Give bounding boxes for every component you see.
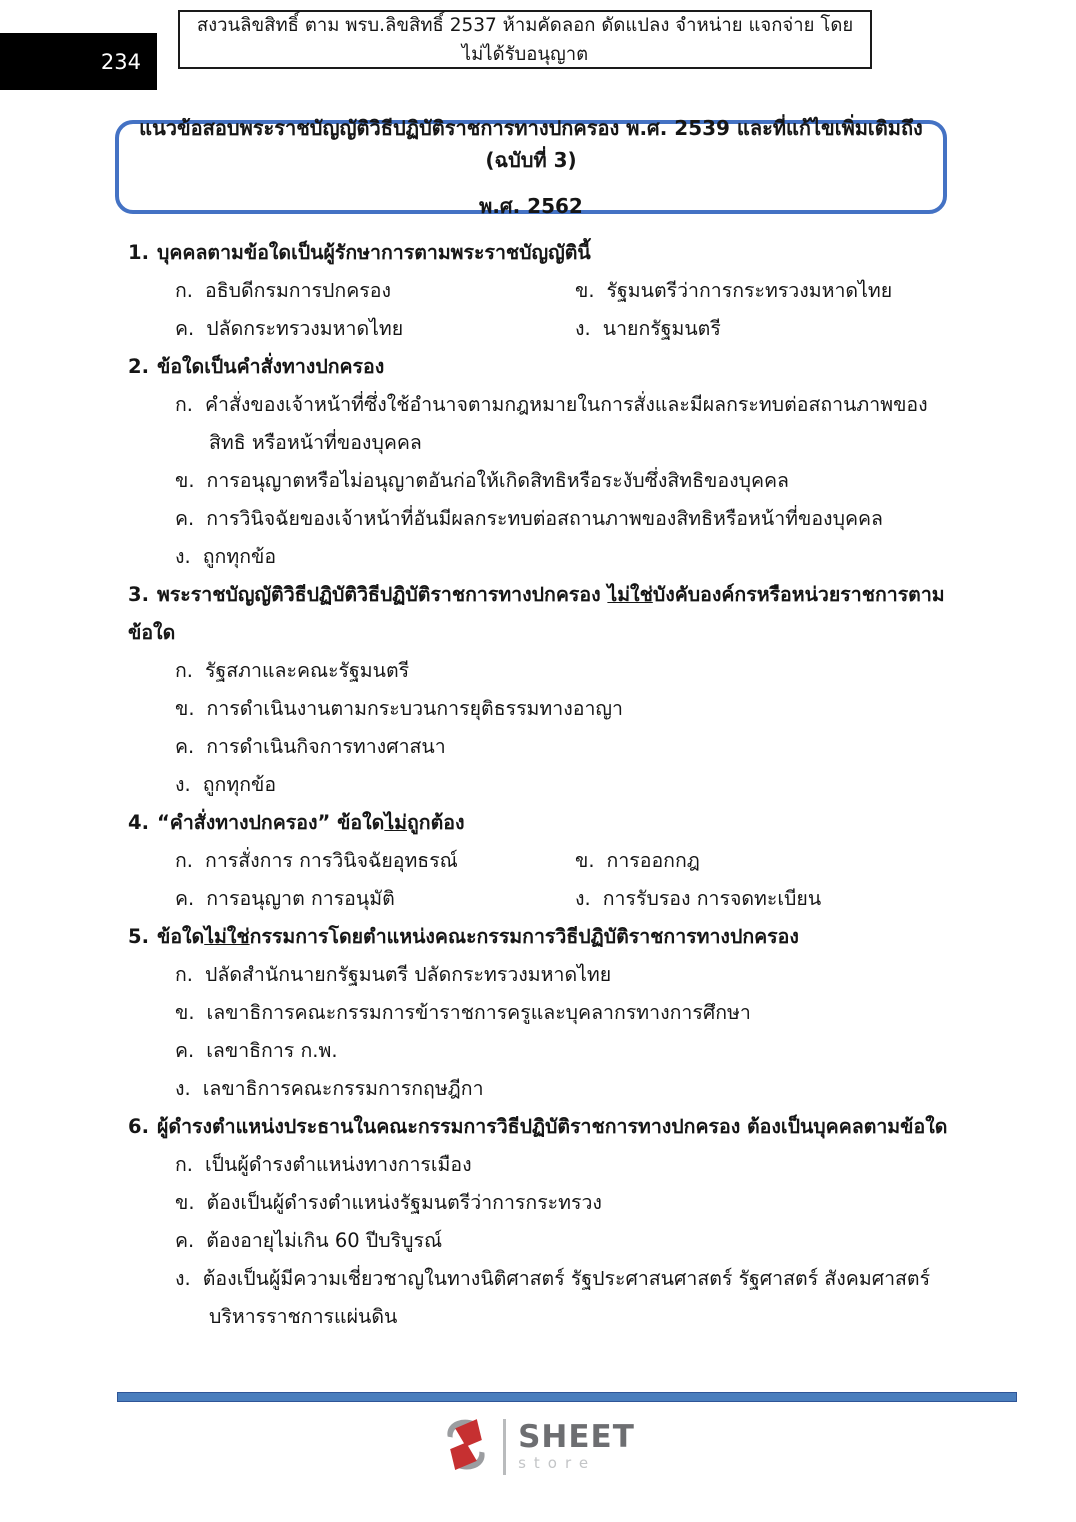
option-b: ข. การดำเนินงานตามกระบวนการยุติธรรมทางอาญา [175,697,623,720]
option-d: ง. ถูกทุกข้อ [175,773,277,796]
page-number: 234 [100,49,141,74]
option-b: ข. เลขาธิการคณะกรรมการข้าราชการครูและบุคลากรทางการศึกษา [175,1001,751,1024]
option-a: ก. การสั่งการ การวินิจฉัยอุทธรณ์ [175,849,458,872]
question-number: 3. [128,583,149,606]
question-2-options [128,386,952,576]
question-list [128,234,952,1336]
question-number: 1. [128,241,149,264]
question-6-stem: 6. ผู้ดำรงตำแหน่งประธานในคณะกรรมการวิธีปฏิบัติราชการทางปกครอง ต้องเป็นบุคคลตามข้อใด [128,1115,948,1138]
question-3-options [128,652,952,804]
option-a: ก. เป็นผู้ดำรงตำแหน่งทางการเมือง [175,1153,472,1176]
exam-title-line2: พ.ศ. 2562 [479,194,583,218]
copyright-notice [178,10,872,69]
option-b: ข. ต้องเป็นผู้ดำรงตำแหน่งรัฐมนตรีว่าการกระทรวง [175,1191,602,1214]
question-number: 6. [128,1115,149,1138]
option-c: ค. การอนุญาต การอนุมัติ [175,887,395,910]
question-4-stem: 4. “คำสั่งทางปกครอง” ข้อใดไม่ถูกต้อง [128,811,465,834]
question-number: 5. [128,925,149,948]
option-c: ค. ต้องอายุไม่เกิน 60 ปีบริบูรณ์ [175,1229,443,1252]
option-d: ง. การรับรอง การจดทะเบียน [575,887,822,910]
question-5-options [128,956,952,1108]
option-d: ง. ต้องเป็นผู้มีความเชี่ยวชาญในทางนิติศาสตร์ รัฐประศาสนศาสตร์ รัฐศาสตร์ สังคมศาสตร์ บริหารราชการแผ่นดิน [175,1267,931,1328]
question-1-options [128,272,952,348]
option-d: ง. นายกรัฐมนตรี [575,317,721,340]
question-4-options [128,842,952,918]
logo-subtitle: store [518,1454,597,1472]
option-d: ง. ถูกทุกข้อ [175,545,277,568]
option-a: ก. รัฐสภาและคณะรัฐมนตรี [175,659,410,682]
option-a: ก. ปลัดสำนักนายกรัฐมนตรี ปลัดกระทรวงมหาดไทย [175,963,612,986]
footer-divider [117,1392,1017,1402]
question-1-stem: 1. บุคคลตามข้อใดเป็นผู้รักษาการตามพระราชบัญญัตินี้ [128,241,591,264]
option-b: ข. การอนุญาตหรือไม่อนุญาตอันก่อให้เกิดสิทธิหรือระงับซึ่งสิทธิของบุคคล [175,469,790,492]
exam-title-box [115,116,947,218]
question-6-options [128,1146,952,1336]
option-c: ค. การดำเนินกิจการทางศาสนา [175,735,446,758]
question-number: 4. [128,811,149,834]
option-c: ค. การวินิจฉัยของเจ้าหน้าที่อันมีผลกระทบต่อสถานภาพของสิทธิหรือหน้าที่ของบุคคล [175,507,883,530]
question-1 [128,234,952,348]
question-2 [128,348,952,576]
exam-title-line1: แนวข้อสอบพระราชบัญญัติวิธีปฏิบัติราชการทางปกครอง พ.ศ. 2539 และที่แก้ไขเพิ่มเติมถึง (ฉบับที่ 3) [139,116,923,172]
question-6 [128,1108,952,1336]
question-2-stem: 2. ข้อใดเป็นคำสั่งทางปกครอง [128,355,385,378]
option-d: ง. เลขาธิการคณะกรรมการกฤษฎีกา [175,1077,484,1100]
option-a: ก. คำสั่งของเจ้าหน้าที่ซึ่งใช้อำนาจตามกฎหมายในการสั่งและมีผลกระทบต่อสถานภาพของสิทธิ หรือหน้าที่ของบุคคล [175,393,928,454]
logo-divider [503,1419,506,1475]
sheet-store-logo [0,1414,1076,1480]
question-number: 2. [128,355,149,378]
question-3-stem: 3. พระราชบัญญัติวิธีปฏิบัติวิธีปฏิบัติราชการทางปกครอง ไม่ใช่บังคับองค์กรหรือหน่วยราชการตามข้อใด [128,583,945,644]
page-number-badge [0,33,157,90]
option-b: ข. การออกกฎ [575,849,700,872]
option-b: ข. รัฐมนตรีว่าการกระทรวงมหาดไทย [575,279,893,302]
question-5-stem: 5. ข้อใดไม่ใช่กรรมการโดยตำแหน่งคณะกรรมการวิธีปฏิบัติราชการทางปกครอง [128,925,799,948]
copyright-text: สงวนลิขสิทธิ์ ตาม พรบ.ลิขสิทธิ์ 2537 ห้ามคัดลอก ดัดแปลง จำหน่าย แจกจ่าย โดยไม่ได้รับอนุญาต [196,14,854,65]
question-3 [128,576,952,804]
sheet-store-icon [441,1414,491,1480]
option-c: ค. ปลัดกระทรวงมหาดไทย [175,317,404,340]
question-4 [128,804,952,918]
option-a: ก. อธิบดีกรมการปกครอง [175,279,391,302]
option-c: ค. เลขาธิการ ก.พ. [175,1039,338,1062]
logo-name: SHEET [518,1419,635,1455]
question-5 [128,918,952,1108]
